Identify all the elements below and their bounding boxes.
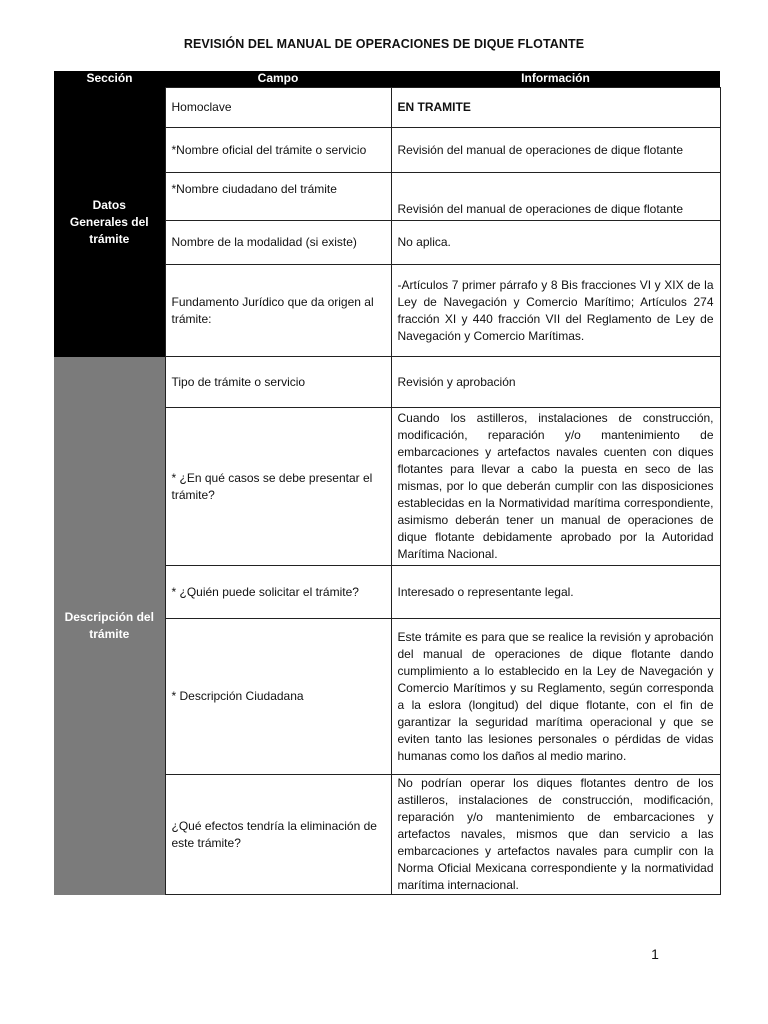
field-cell: * Descripción Ciudadana	[165, 619, 391, 775]
table-row	[54, 88, 720, 128]
page-number: 1	[651, 946, 659, 962]
table-header-row	[54, 71, 720, 88]
info-cell: Este trámite es para que se realice la revisión y aprobación del manual de operaciones de dique flotante dando cumplimiento a lo establecido en la Ley de Navegación y Comercio Marítimos y su Reglamento, según corresponda a la eslora (longitud) del dique flotante, con el fin de garantizar la seguridad marítima operacional y que se eviten tanto las lesiones personales o pérdidas de vidas humanas como los daños al medio marino.	[391, 619, 720, 775]
field-cell: Nombre de la modalidad (si existe)	[165, 221, 391, 265]
info-cell: EN TRAMITE	[391, 88, 720, 128]
info-cell: Interesado o representante legal.	[391, 566, 720, 619]
header-section: Sección	[54, 71, 165, 88]
info-cell: Cuando los astilleros, instalaciones de construcción, modificación, reparación y/o mantenimiento de embarcaciones y artefactos navales cuenten con diques flotantes para llevar a cabo la puesta en seco de las mismas, por lo que deberán cumplir con las disposiciones establecidas en la Normatividad marítima correspondiente, asimismo deberán tener un manual de operaciones de dique flotante debidamente aprobado por la Autoridad Marítima Nacional.	[391, 408, 720, 566]
info-cell: Revisión del manual de operaciones de dique flotante	[391, 128, 720, 173]
field-cell: * ¿Quién puede solicitar el trámite?	[165, 566, 391, 619]
header-field: Campo	[165, 71, 391, 88]
info-cell: Revisión y aprobación	[391, 357, 720, 408]
field-cell: ¿Qué efectos tendría la eliminación de este trámite?	[165, 775, 391, 895]
field-cell: Homoclave	[165, 88, 391, 128]
info-cell: No podrían operar los diques flotantes dentro de los astilleros, instalaciones de construcción, modificación, reparación y/o mantenimiento de embarcaciones y artefactos navales, mismos que dan servicio a las embarcaciones y artefactos navales para cumplir con la Norma Oficial Mexicana correspondiente y la normatividad marítima internacional.	[391, 775, 720, 895]
field-cell: *Nombre oficial del trámite o servicio	[165, 128, 391, 173]
info-cell: No aplica.	[391, 221, 720, 265]
field-cell: * ¿En qué casos se debe presentar el trámite?	[165, 408, 391, 566]
field-cell: Fundamento Jurídico que da origen al trámite:	[165, 265, 391, 357]
table-row	[54, 357, 720, 408]
info-cell: Revisión del manual de operaciones de dique flotante	[391, 173, 720, 221]
info-cell: -Artículos 7 primer párrafo y 8 Bis fracciones VI y XIX de la Ley de Navegación y Comercio Marítimo; Artículos 274 fracción XI y 440 fracción VII del Reglamento de Ley de Navegación y Comercio Marítimas.	[391, 265, 720, 357]
form-table	[54, 71, 721, 895]
field-cell: *Nombre ciudadano del trámite	[165, 173, 391, 221]
header-info: Información	[391, 71, 720, 88]
document-title: REVISIÓN DEL MANUAL DE OPERACIONES DE DIQUE FLOTANTE	[183, 37, 585, 51]
field-cell: Tipo de trámite o servicio	[165, 357, 391, 408]
section-label-descripcion: Descripción del trámite	[54, 357, 165, 895]
section-label-datos-generales: Datos Generales del trámite	[54, 88, 165, 357]
